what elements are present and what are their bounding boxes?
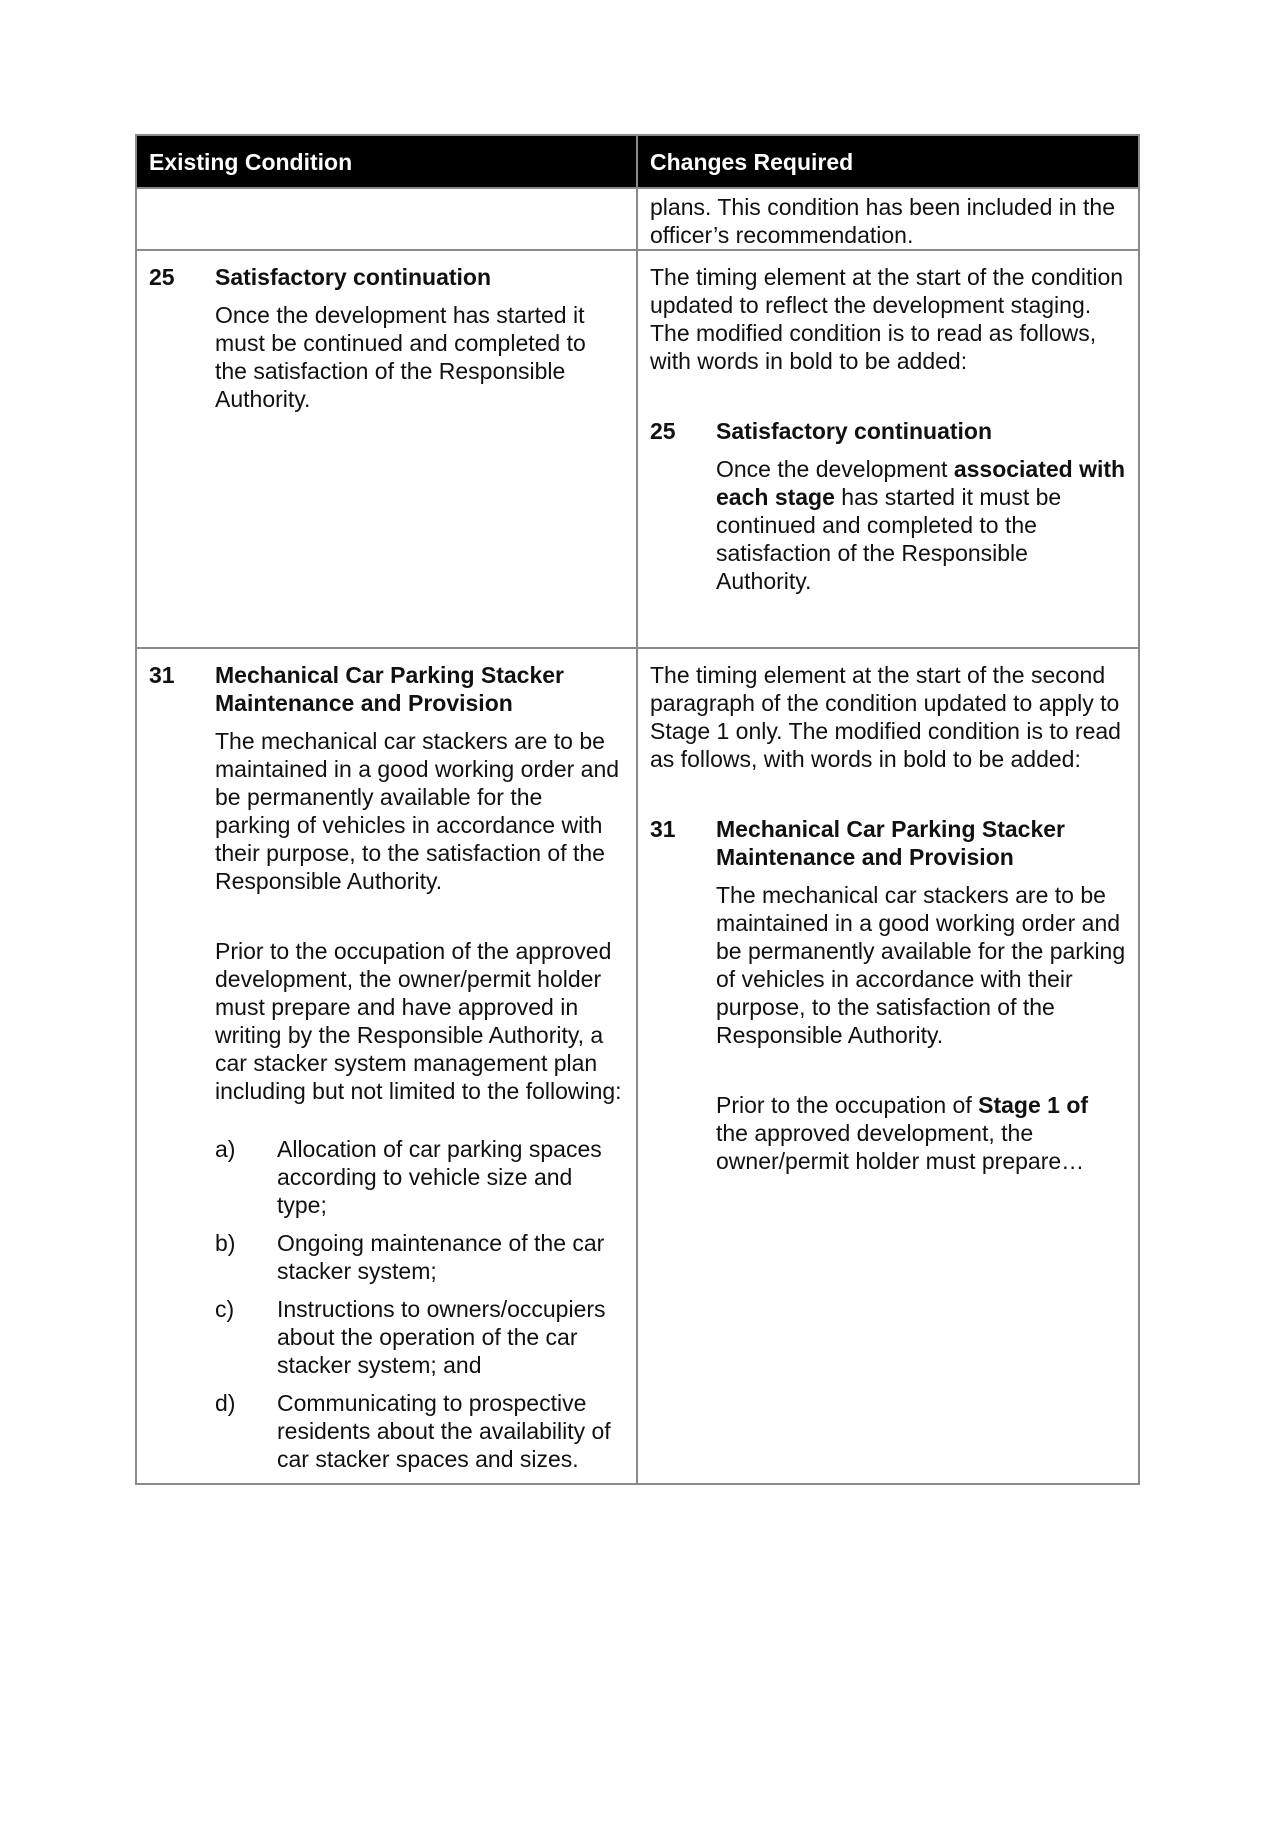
condition-title: Mechanical Car Parking Stacker Maintenance and Provision xyxy=(215,662,564,716)
condition-number: 31 xyxy=(650,816,676,842)
condition-paragraph-1: The mechanical car stackers are to be maintained in a good working order and be permanently available for the parking of vehicles in accordance with their purpose, to the satisfaction of the Responsible Authority. xyxy=(215,728,620,894)
row25-existing-cell xyxy=(136,250,637,648)
row25-changes-body xyxy=(716,455,1126,595)
continuation-existing-cell xyxy=(136,188,637,250)
list-item-text: Communicating to prospective residents about the availability of car stacker spaces and sizes. xyxy=(277,1390,611,1472)
row31-changes-cell xyxy=(637,648,1139,1484)
spacer xyxy=(716,1049,1126,1091)
list-item-text: Instructions to owners/occupiers about the operation of the car stacker system; and xyxy=(277,1296,606,1378)
condition-paragraph: Once the development has started it must be continued and completed to the satisfaction of the Responsible Authority. xyxy=(215,302,586,412)
list-marker: b) xyxy=(215,1230,236,1256)
list-marker: c) xyxy=(215,1296,235,1322)
paragraph-text: Once the development xyxy=(716,456,954,482)
continuation-changes-cell xyxy=(637,188,1139,250)
table-row-condition-31 xyxy=(136,648,1139,1484)
condition-title: Satisfactory continuation xyxy=(716,418,993,444)
requirements-list xyxy=(215,1135,624,1473)
list-item-text: Allocation of car parking spaces according to vehicle size and type; xyxy=(277,1136,602,1218)
paragraph-text: has started it must be continued and completed to the satisfaction of the Responsible Authority. xyxy=(716,484,1062,594)
list-marker: d) xyxy=(215,1390,236,1416)
paragraph-text: Prior to the occupation of xyxy=(716,1092,979,1118)
row25-existing-body xyxy=(215,301,624,413)
row31-existing-heading xyxy=(149,661,624,717)
header-existing-condition: Existing Condition xyxy=(136,135,637,188)
change-intro: The timing element at the start of the condition updated to reflect the development staging. The modified condition is to read as follows, with words in bold to be added: xyxy=(650,264,1124,374)
condition-paragraph xyxy=(716,455,1126,595)
row31-existing-cell xyxy=(136,648,637,1484)
condition-title: Satisfactory continuation xyxy=(215,264,492,290)
condition-number: 25 xyxy=(149,264,175,290)
row31-existing-body xyxy=(215,727,624,1473)
added-bold-text: associated with each stage xyxy=(716,456,1126,510)
condition-title: Mechanical Car Parking Stacker Maintenance and Provision xyxy=(716,816,1065,870)
list-item xyxy=(215,1295,624,1379)
row25-changes-heading xyxy=(650,417,1126,445)
row25-changes-cell xyxy=(637,250,1139,648)
condition-paragraph-1: The mechanical car stackers are to be maintained in a good working order and be permanently available for the parking of vehicles in accordance with their purpose, to the satisfaction of the Responsible Authority. xyxy=(716,882,1126,1048)
spacer xyxy=(650,375,1126,417)
list-item xyxy=(215,1229,624,1285)
list-item xyxy=(215,1135,624,1219)
paragraph-text: the approved development, the owner/permit holder must prepare… xyxy=(716,1120,1085,1174)
table-header-row xyxy=(136,135,1139,188)
conditions-table xyxy=(135,134,1140,1485)
spacer xyxy=(650,773,1126,815)
table-row-continuation xyxy=(136,188,1139,250)
continuation-changes-text: plans. This condition has been included in the officer’s recommendation. xyxy=(650,194,1116,248)
condition-paragraph-2: Prior to the occupation of the approved development, the owner/permit holder must prepare and have approved in writing by the Responsible Authority, a car stacker system management plan including but not limited to the following: xyxy=(215,938,622,1104)
spacer xyxy=(215,895,624,937)
added-bold-text: Stage 1 of xyxy=(978,1092,1089,1118)
condition-paragraph-2 xyxy=(716,1091,1126,1175)
condition-number: 25 xyxy=(650,418,676,444)
row31-changes-body xyxy=(716,881,1126,1175)
condition-number: 31 xyxy=(149,662,175,688)
row31-changes-heading xyxy=(650,815,1126,871)
header-changes-required: Changes Required xyxy=(637,135,1139,188)
list-marker: a) xyxy=(215,1136,236,1162)
list-item-text: Ongoing maintenance of the car stacker system; xyxy=(277,1230,605,1284)
table-row-condition-25 xyxy=(136,250,1139,648)
row25-existing-heading xyxy=(149,263,624,291)
list-item xyxy=(215,1389,624,1473)
change-intro: The timing element at the start of the second paragraph of the condition updated to apply to Stage 1 only. The modified condition is to read as follows, with words in bold to be added: xyxy=(650,662,1121,772)
